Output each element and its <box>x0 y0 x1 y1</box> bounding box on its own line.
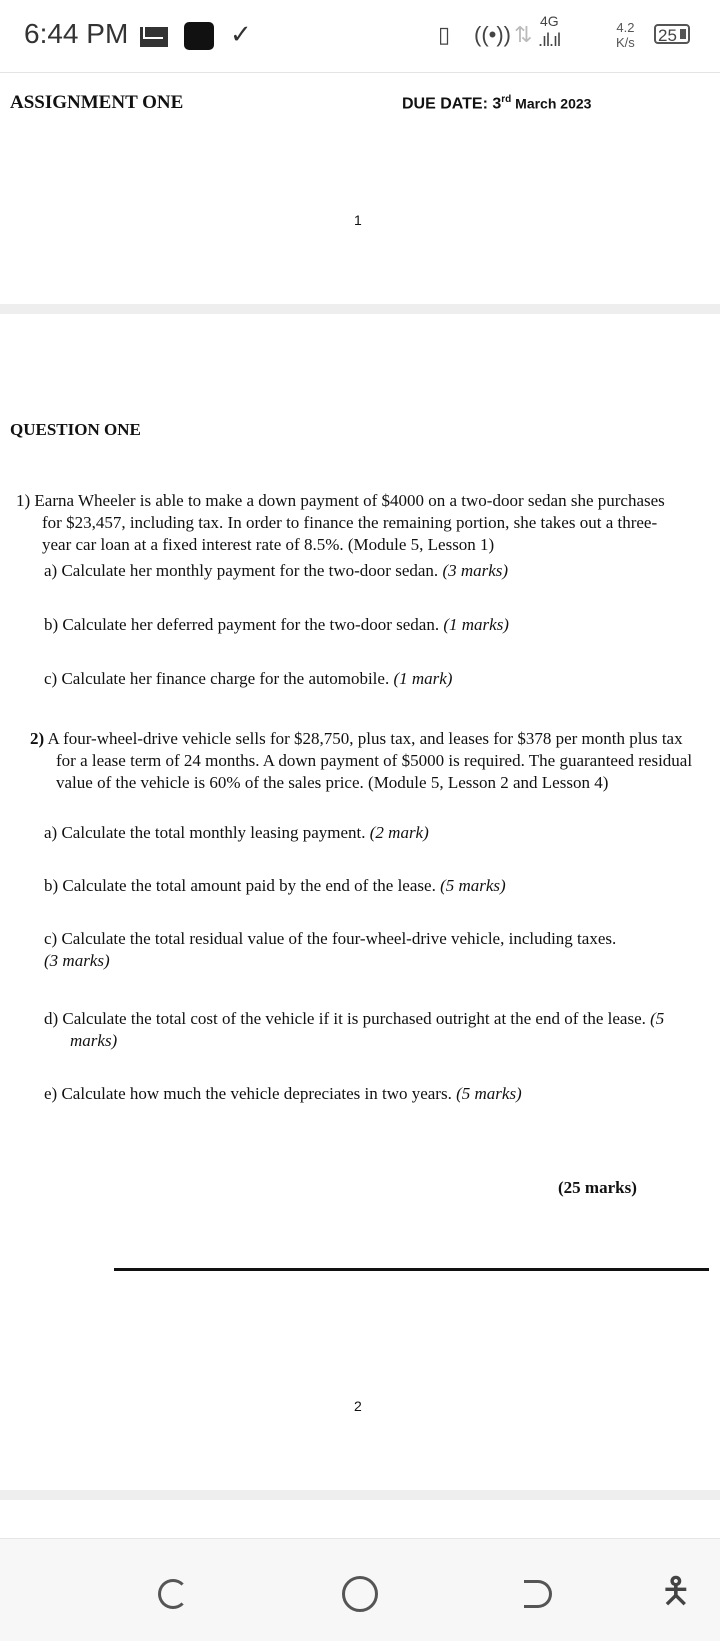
status-time: 6:44 PM <box>24 18 129 49</box>
q1-c-marks: (1 mark) <box>393 669 453 688</box>
q1-part-b <box>44 614 509 636</box>
total-marks: (25 marks) <box>558 1178 637 1197</box>
assignment-title: ASSIGNMENT ONE <box>10 92 184 113</box>
data-arrows-icon: ⇅ <box>514 22 533 47</box>
due-date-sup: rd <box>501 94 512 105</box>
download-check-icon: ✓ <box>230 19 252 49</box>
q2-a-marks: (2 mark) <box>369 823 429 842</box>
q1-part-a <box>44 560 508 582</box>
q1-a-marks: (3 marks) <box>442 561 509 580</box>
speed-unit: K/s <box>616 35 635 50</box>
q2-paragraph <box>30 728 700 794</box>
network-speed <box>616 20 635 50</box>
due-date-label: DUE DATE: 3 <box>402 95 502 113</box>
status-bar <box>0 0 720 72</box>
home-icon[interactable] <box>342 1576 378 1612</box>
due-date <box>402 94 591 113</box>
q2-number: 2) <box>30 729 45 748</box>
q1-c-text: c) Calculate her finance charge for the automobile. <box>44 669 394 688</box>
q2-b-marks: (5 marks) <box>440 876 506 895</box>
accessibility-icon[interactable]: 🯅 <box>660 1571 692 1612</box>
q1-b-marks: (1 marks) <box>443 615 509 634</box>
mail-icon <box>140 27 168 47</box>
battery-icon <box>654 24 690 44</box>
network-type: 4G <box>540 13 559 29</box>
recent-apps-icon[interactable] <box>158 1579 188 1609</box>
q2-part-c <box>44 928 684 972</box>
q2-c-text: c) Calculate the total residual value of the four-wheel-drive vehicle, including taxes. <box>44 929 617 948</box>
battery-level: 25 <box>658 26 677 45</box>
q2-part-a <box>44 822 429 844</box>
due-date-rest: March 2023 <box>511 95 592 112</box>
q2-b-text: b) Calculate the total amount paid by the end of the lease. <box>44 876 441 895</box>
q1-text: 1) Earna Wheeler is able to make a down payment of $4000 on a two-door sedan she purchases for $23,457, including tax. In order to finance the remaining portion, she takes out a three-year car loan at a fixed interest rate of 8.5%. (Module 5, Lesson 1) <box>16 491 665 554</box>
page-gap <box>0 304 720 314</box>
q2-d-text: d) Calculate the total cost of the vehicle if it is purchased outright at the end of the lease. <box>44 1009 651 1028</box>
speed-value: 4.2 <box>616 20 635 35</box>
signal-icon: .ıl.ıl <box>538 30 561 50</box>
hotspot-icon: ((•)) <box>474 22 512 47</box>
status-divider <box>0 72 720 73</box>
q2-text: A four-wheel-drive vehicle sells for $28,750, plus tax, and leases for $378 per month plus tax for a lease term of 24 months. A down payment of $5000 is required. The guaranteed residual value of the vehicle is 60% of the sales price. (Module 5, Lesson 2 and Lesson 4) <box>44 729 693 792</box>
q2-a-text: a) Calculate the total monthly leasing payment. <box>44 823 370 842</box>
q1-part-c <box>44 668 452 690</box>
vibrate-icon: ▯ <box>438 22 451 47</box>
q2-part-b <box>44 875 506 897</box>
q2-part-d <box>44 1008 670 1052</box>
q2-part-e <box>44 1083 522 1105</box>
q2-c-marks: (3 marks) <box>44 951 110 970</box>
horizontal-rule <box>114 1268 709 1271</box>
q2-d-marks: (5 marks) <box>70 1009 665 1050</box>
question-title: QUESTION ONE <box>10 420 141 439</box>
page-number-2: 2 <box>354 1398 362 1414</box>
q1-a-text: a) Calculate her monthly payment for the two-door sedan. <box>44 561 443 580</box>
square-app-icon <box>184 22 214 50</box>
q1-b-text: b) Calculate her deferred payment for the two-door sedan. <box>44 615 444 634</box>
page-gap-2 <box>0 1490 720 1500</box>
q2-e-text: e) Calculate how much the vehicle depreciates in two years. <box>44 1084 457 1103</box>
q2-e-marks: (5 marks) <box>456 1084 522 1103</box>
back-icon[interactable] <box>524 1580 552 1608</box>
page-number-1: 1 <box>354 212 362 228</box>
